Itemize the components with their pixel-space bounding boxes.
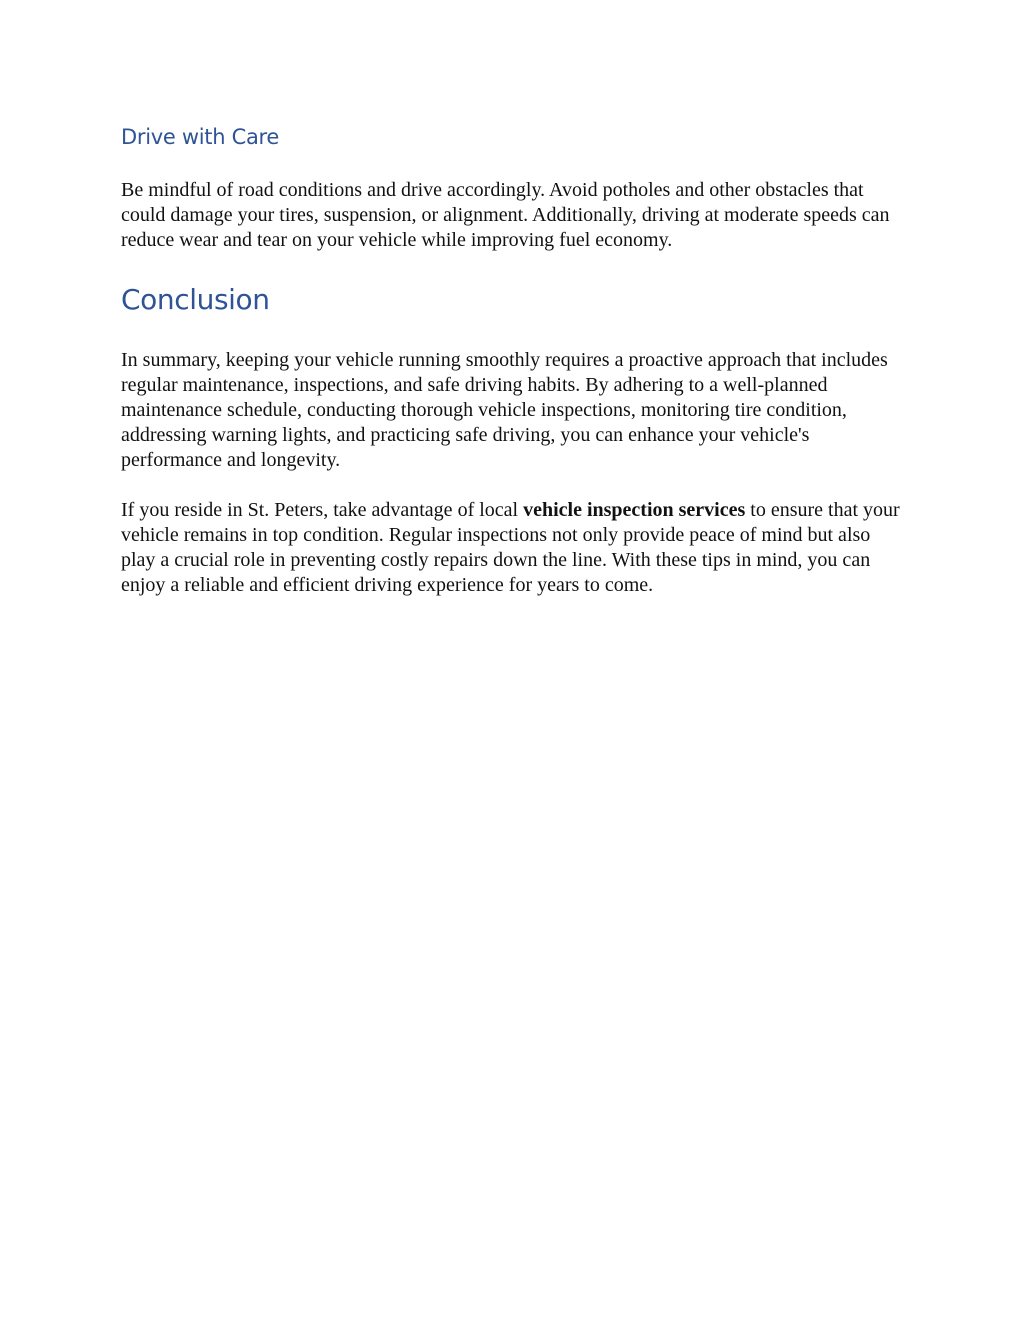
paragraph-text-after-link: to ensure that your vehicle remains in top condition. Regular inspections not only provide peace of mind but also play a crucial role in preventing costly repairs down the line. With these tips in mind, you can enjoy a reliable and efficient driving experience for years to come. — [121, 499, 900, 596]
paragraph-text-before-link: If you reside in St. Peters, take advantage of local — [121, 499, 524, 521]
paragraph-conclusion-st-peters — [121, 498, 906, 598]
paragraph-conclusion-summary: In summary, keeping your vehicle running smoothly requires a proactive approach that includes regular maintenance, inspections, and safe driving habits. By adhering to a well-planned maintenance schedule, conducting thorough vehicle inspections, monitoring tire condition, addressing warning lights, and practicing safe driving, you can enhance your vehicle's performance and longevity. — [121, 349, 888, 471]
bold-keyword-vehicle-inspection-services: vehicle inspection services — [523, 499, 746, 521]
section-heading-conclusion: Conclusion — [121, 283, 270, 316]
section-heading-drive-with-care: Drive with Care — [121, 125, 280, 149]
page-content — [121, 118, 906, 598]
paragraph-drive-with-care: Be mindful of road conditions and drive accordingly. Avoid potholes and other obstacles that could damage your tires, suspension, or alignment. Additionally, driving at moderate speeds can reduce wear and tear on your vehicle while improving fuel economy. — [121, 179, 890, 251]
